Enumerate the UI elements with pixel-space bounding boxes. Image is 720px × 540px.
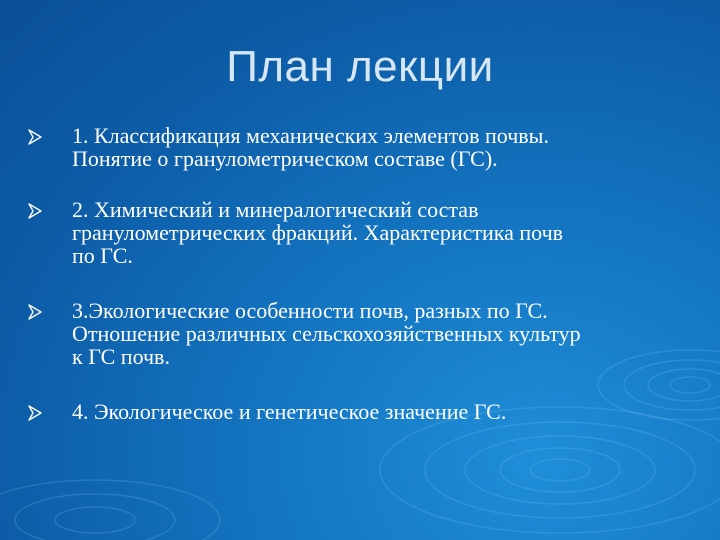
arrowhead-bullet-icon [28,129,42,145]
list-item [28,124,698,170]
lecture-plan-list [28,124,698,445]
list-item-text: 4. Экологическое и генетическое значение ГС. [72,399,507,424]
list-item [28,198,698,267]
arrowhead-bullet-icon [28,304,42,320]
list-item-text: 3.Экологические особенности почв, разных по ГС. Отношение различных сельскохозяйственных культур к ГС почв. [72,298,581,369]
list-item-text: 2. Химический и минералогический состав гранулометрических фракций. Характеристика почв по ГС. [72,197,564,268]
slide-title: План лекции [226,42,494,91]
list-item [28,400,698,423]
arrowhead-bullet-icon [28,203,42,219]
arrowhead-bullet-icon [28,405,42,421]
list-item-text: 1. Классификация механических элементов почвы. Понятие о гранулометрическом составе (ГС). [72,123,549,171]
list-item [28,299,698,368]
